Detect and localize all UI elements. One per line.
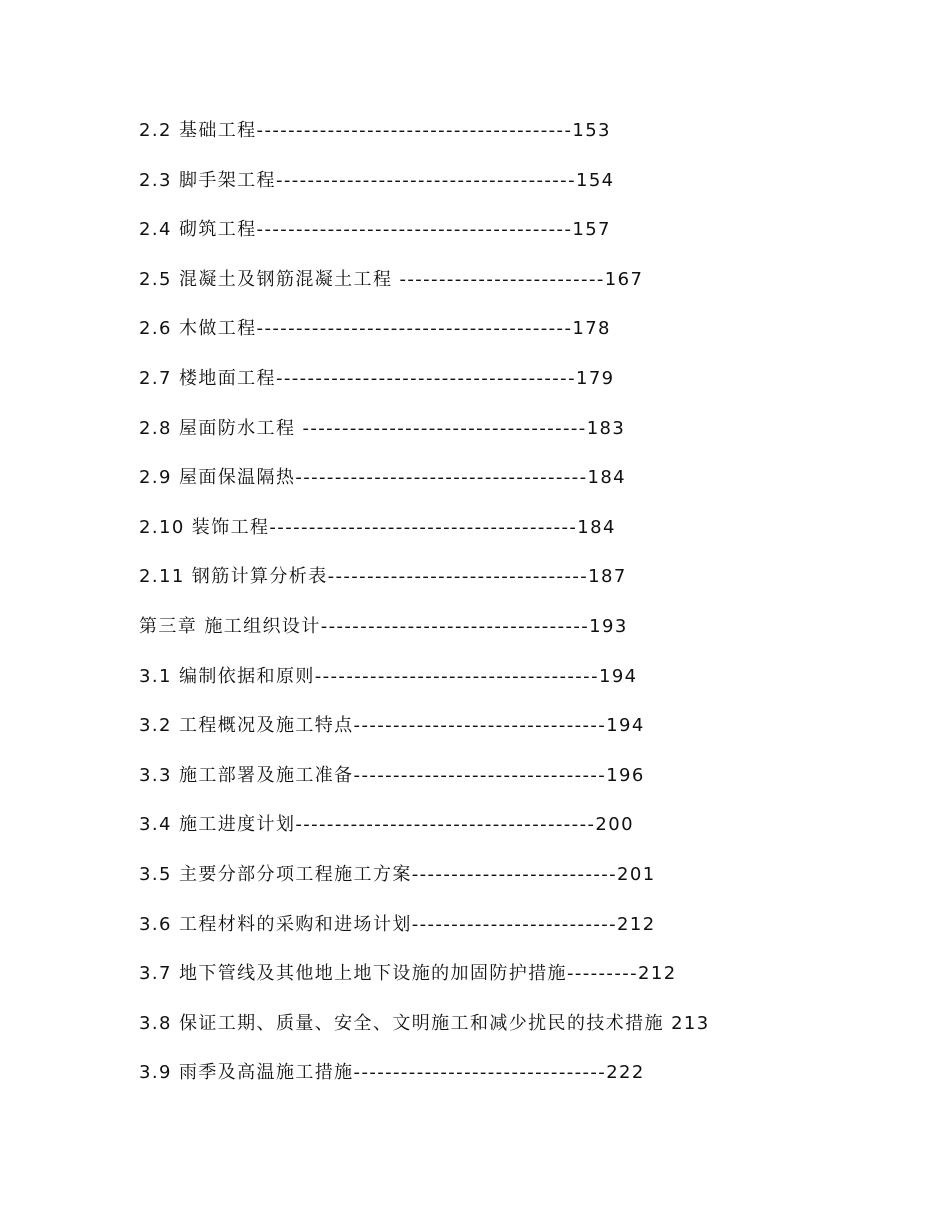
toc-entry-3-8: 3.8 保证工期、质量、安全、文明施工和减少扰民的技术措施 213 [139,1012,710,1034]
toc-entry-2-9: 2.9 屋面保温隔热-------------------------------------184 [139,467,627,489]
toc-entry-3-6: 3.6 工程材料的采购和进场计划--------------------------212 [139,913,656,935]
toc-entry-2-10: 2.10 装饰工程---------------------------------------184 [139,516,616,538]
toc-entry-chapter-3: 第三章 施工组织设计----------------------------------193 [139,615,628,637]
toc-entry-2-4: 2.4 砌筑工程----------------------------------------157 [139,219,611,241]
toc-entry-3-2: 3.2 工程概况及施工特点--------------------------------194 [139,715,645,737]
toc-entry-2-8: 2.8 屋面防水工程 ------------------------------------183 [139,417,626,439]
toc-entry-2-7: 2.7 楼地面工程--------------------------------------179 [139,367,615,389]
toc-entry-2-11: 2.11 钢筋计算分析表---------------------------------187 [139,566,627,588]
toc-entry-3-5: 3.5 主要分部分项工程施工方案--------------------------201 [139,863,656,885]
toc-entry-3-9: 3.9 雨季及高温施工措施--------------------------------222 [139,1062,645,1084]
toc-entry-2-5: 2.5 混凝土及钢筋混凝土工程 --------------------------167 [139,268,644,290]
toc-entry-2-3: 2.3 脚手架工程--------------------------------------154 [139,169,615,191]
toc-entry-3-7: 3.7 地下管线及其他地上地下设施的加固防护措施---------212 [139,963,677,985]
toc-entry-2-6: 2.6 木做工程----------------------------------------178 [139,318,611,340]
toc-entry-3-1: 3.1 编制依据和原则------------------------------------194 [139,665,638,687]
toc-entry-3-3: 3.3 施工部署及施工准备--------------------------------196 [139,764,645,786]
toc-entry-2-2: 2.2 基础工程----------------------------------------153 [139,120,611,141]
table-of-contents [139,118,759,1110]
toc-entry-3-4: 3.4 施工进度计划--------------------------------------200 [139,814,634,836]
